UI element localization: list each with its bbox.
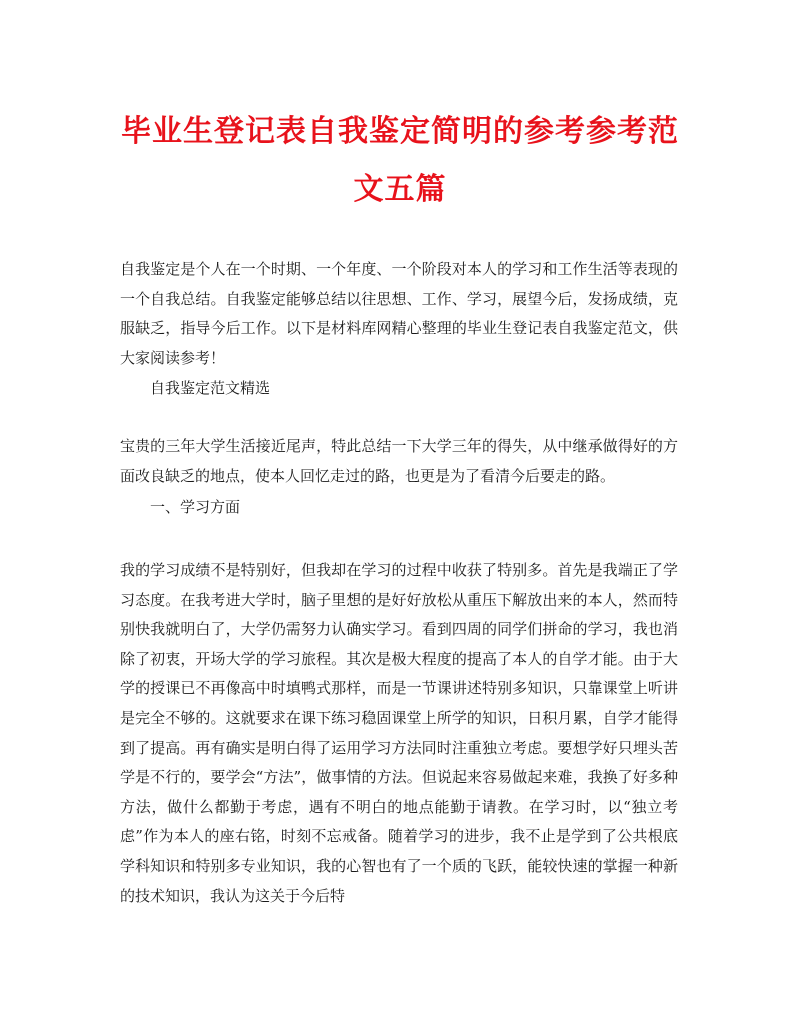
- document-title-line-2: 文五篇: [353, 172, 447, 207]
- study-paragraph: 我的学习成绩不是特别好，但我却在学习的过程中收获了特别多。首先是我端正了学习态度。在我考进大学时，脑子里想的是好好放松从重压下解放出来的本人，然而特别快我就明白了，大学仍需努力认确实学习。看到四周的同学们拼命的学习，我也消除了初衷，开场大学的学习旅程。其次是极大程度的提高了本人的自学才能。由于大学的授课已不再像高中时填鸭式那样，而是一节课讲述特别多知识，只靠课堂上听讲是完全不够的。这就要求在课下练习稳固课堂上所学的知识，日积月累，自学才能得到了提高。再有确实是明白得了运用学习方法同时注重独立考虑。要想学好只埋头苦学是不行的，要学会“方法”，做事情的方法。但说起来容易做起来难，我换了好多种方法，做什么都勤于考虑，遇有不明白的地点能勤于请教。在学习时，以“独立考虑”作为本人的座右铭，时刻不忘戒备。随着学习的进步，我不止是学到了公共根底学科知识和特别多专业知识，我的心智也有了一个质的飞跃，能较快速的掌握一种新的技术知识，我认为这关于今后特: [120, 561, 678, 905]
- summary-paragraph: 宝贵的三年大学生活接近尾声，特此总结一下大学三年的得失，从中继承做得好的方面改良缺乏的地点，使本人回忆走过的路，也更是为了看清今后要走的路。: [120, 437, 678, 485]
- document-title-line-1: 毕业生登记表自我鉴定简明的参考参考范: [121, 114, 679, 149]
- section-subheading-examples: 自我鉴定范文精选: [150, 379, 271, 397]
- section-heading-study: 一、学习方面: [150, 498, 241, 516]
- intro-paragraph: 自我鉴定是个人在一个时期、一个年度、一个阶段对本人的学习和工作生活等表现的一个自我总结。自我鉴定能够总结以往思想、工作、学习，展望今后，发扬成绩，克服缺乏，指导今后工作。以下是材料库网精心整理的毕业生登记表自我鉴定范文，供大家阅读参考！: [120, 260, 678, 367]
